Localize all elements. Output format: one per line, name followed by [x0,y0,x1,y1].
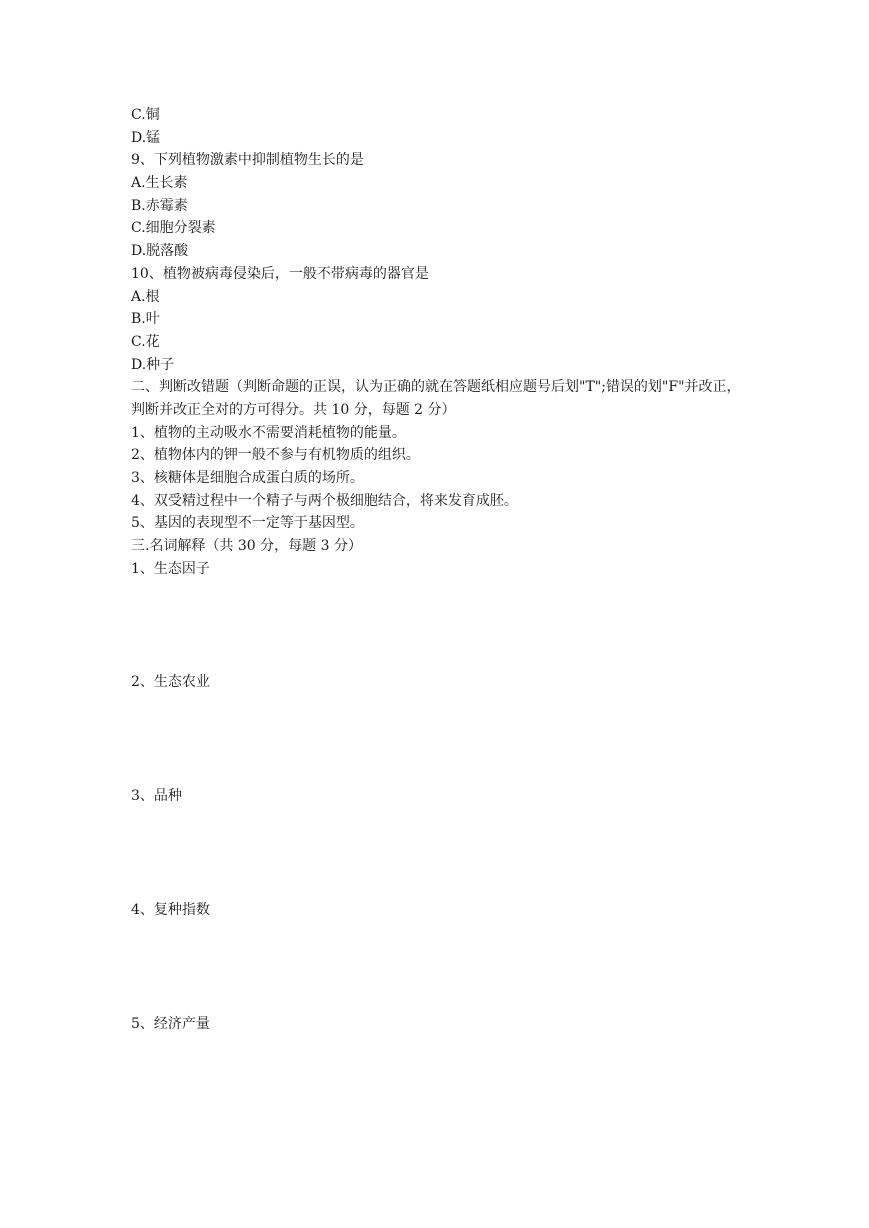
answer-space-1 [131,580,751,671]
judge-item-3: 3、核糖体是细胞合成蛋白质的场所。 [131,470,364,487]
judge-item-5: 5、基因的表现型不一定等于基因型。 [131,515,364,532]
section-2-heading: 二、判断改错题（判断命题的正误，认为正确的就在答题纸相应题号后划"T";错误的划"F"并改正，判断并改正全对的方可得分。共 10 分，每题 2 分） [131,379,741,418]
term-item-4: 4、复种指数 [131,901,210,918]
option-d-manganese: D.锰 [131,129,161,146]
answer-space-3 [131,808,751,899]
term-item-3: 3、品种 [131,788,182,805]
term-item-2: 2、生态农业 [131,674,210,691]
question-10-stem: 10、植物被病毒侵染后，一般不带病毒的器官是 [131,265,429,282]
question-10-option-a: A.根 [131,288,160,305]
term-item-1: 1、生态因子 [131,560,210,577]
term-item-5: 5、经济产量 [131,1015,210,1032]
question-9-option-b: B.赤霉素 [131,197,188,214]
judge-item-2: 2、植物体内的钾一般不参与有机物质的组织。 [131,447,420,464]
answer-space-2 [131,694,751,785]
judge-item-1: 1、植物的主动吸水不需要消耗植物的能量。 [131,424,406,441]
exam-page [131,104,751,1035]
question-9-option-d: D.脱落酸 [131,243,189,260]
question-9-option-a: A.生长素 [131,175,188,192]
question-10-option-c: C.花 [131,333,160,350]
section-3-heading: 三.名词解释（共 30 分，每题 3 分） [131,538,362,555]
question-9-option-c: C.细胞分裂素 [131,220,216,237]
question-9-stem: 9、下列植物激素中抑制植物生长的是 [131,152,364,169]
question-10-option-b: B.叶 [131,311,160,328]
answer-space-4 [131,922,751,1013]
judge-item-4: 4、双受精过程中一个精子与两个极细胞结合，将来发育成胚。 [131,492,518,509]
option-c-copper: C.铜 [131,107,160,123]
question-10-option-d: D.种子 [131,356,175,373]
